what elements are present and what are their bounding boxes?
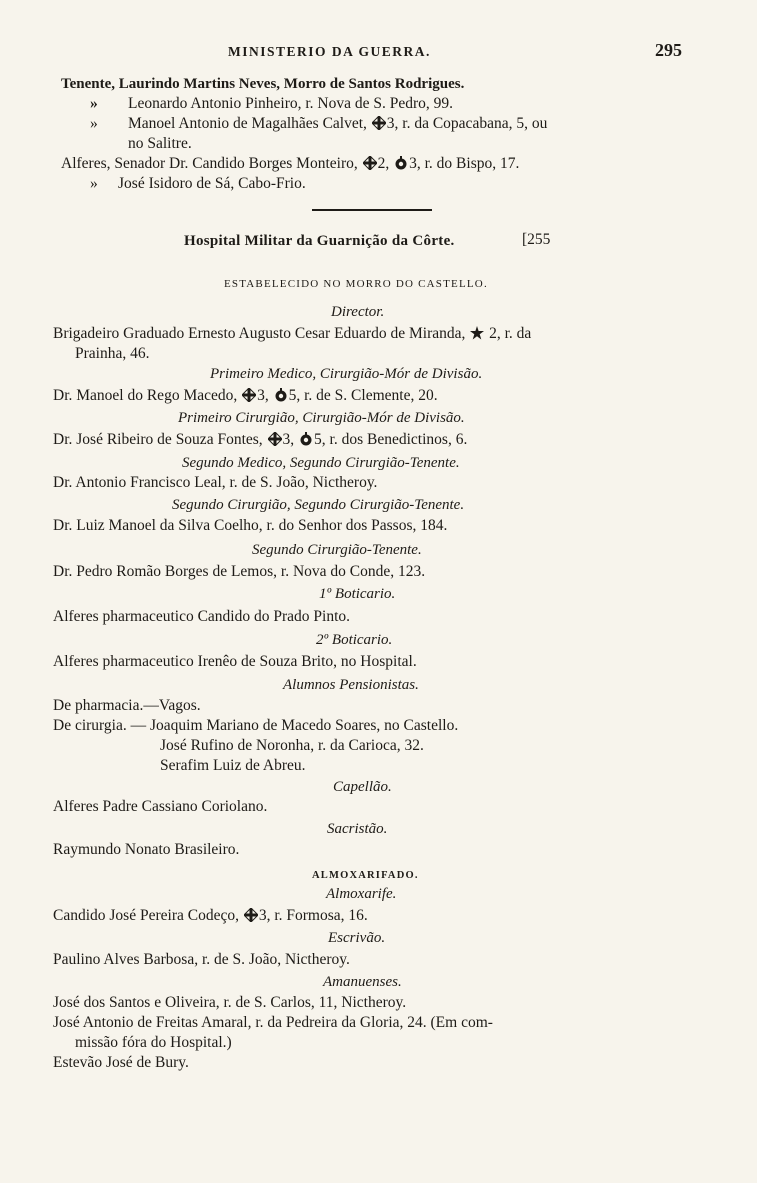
entry-rufino: José Rufino de Noronha, r. da Carioca, 32. — [160, 737, 424, 754]
entry-coriolano: Alferes Padre Cassiano Coriolano. — [53, 798, 268, 815]
entry-manoel-calvet: Manoel Antonio de Magalhães Calvet, 3, r. da Copacabana, 5, ou — [128, 115, 548, 132]
role-heading: Escrivão. — [328, 930, 386, 946]
order-rose-icon — [299, 432, 313, 446]
entry-freitas-amaral-cont: missão fóra do Hospital.) — [75, 1034, 232, 1051]
ditto-mark: » — [90, 175, 98, 192]
running-header: MINISTERIO DA GUERRA. — [228, 44, 431, 59]
entry-silva-coelho: Dr. Luiz Manoel da Silva Coelho, r. do Senhor dos Passos, 184. — [53, 517, 448, 534]
entry-francisco-leal: Dr. Antonio Francisco Leal, r. de S. João, Nictheroy. — [53, 474, 378, 491]
entry-bury: Estevão José de Bury. — [53, 1054, 189, 1071]
role-heading: Sacristão. — [327, 821, 388, 837]
order-cross-icon — [372, 116, 386, 130]
entry-serafim: Serafim Luiz de Abreu. — [160, 757, 306, 774]
entry-freitas-amaral: José Antonio de Freitas Amaral, r. da Pedreira da Gloria, 24. (Em com- — [53, 1014, 493, 1031]
role-heading: Segundo Cirurgião, Segundo Cirurgião-Tenente. — [172, 497, 465, 513]
role-heading: 2º Boticario. — [316, 632, 393, 648]
entry-codeco: Candido José Pereira Codeço, 3, r. Formosa, 16. — [53, 907, 368, 924]
role-heading: Primeiro Cirurgião, Cirurgião-Mór de Divisão. — [178, 410, 465, 426]
order-cross-icon — [242, 388, 256, 402]
entry-santos-oliveira: José dos Santos e Oliveira, r. de S. Carlos, 11, Nictheroy. — [53, 994, 407, 1011]
entry-leonardo: Leonardo Antonio Pinheiro, r. Nova de S. Pedro, 99. — [128, 95, 454, 112]
entry-cirurgia: De cirurgia. — Joaquim Mariano de Macedo Soares, no Castello. — [53, 717, 459, 734]
section-subtitle: ESTABELECIDO NO MORRO DO CASTELLO. — [224, 278, 488, 290]
subsection-heading: ALMOXARIFADO. — [312, 870, 419, 881]
entry-borges-de-lemos: Dr. Pedro Romão Borges de Lemos, r. Nova do Conde, 123. — [53, 563, 426, 580]
role-heading: Segundo Cirurgião-Tenente. — [252, 542, 422, 558]
role-heading: Amanuenses. — [323, 974, 402, 990]
role-heading: Alumnos Pensionistas. — [283, 677, 419, 693]
entry-nonato: Raymundo Nonato Brasileiro. — [53, 841, 240, 858]
ditto-mark: » — [90, 115, 98, 132]
role-heading: Director. — [331, 304, 385, 320]
role-heading: Almoxarife. — [326, 886, 397, 902]
entry-alves-barbosa: Paulino Alves Barbosa, r. de S. João, Nictheroy. — [53, 951, 350, 968]
order-rose-icon — [394, 156, 408, 170]
entry-prado-pinto: Alferes pharmaceutico Candido do Prado Pinto. — [53, 608, 351, 625]
ditto-mark: » — [90, 95, 98, 112]
order-cross-icon — [363, 156, 377, 170]
order-star-icon — [470, 326, 484, 340]
order-cross-icon — [268, 432, 282, 446]
entry-manoel-calvet-cont: no Salitre. — [128, 135, 192, 152]
role-heading: Primeiro Medico, Cirurgião-Mór de Divisão. — [210, 366, 483, 382]
entry-rego-macedo: Dr. Manoel do Rego Macedo, 3, 5, r. de S. Clemente, 20. — [53, 387, 438, 404]
page-number: 295 — [655, 40, 682, 60]
section-divider — [312, 209, 432, 211]
entry-director: Brigadeiro Graduado Ernesto Augusto Cesar Eduardo de Miranda, 2, r. da — [53, 325, 532, 342]
entry-alferes-senador: Alferes, Senador Dr. Candido Borges Monteiro, 2, 3, r. do Bispo, 17. — [61, 155, 520, 172]
entry-souza-fontes: Dr. José Ribeiro de Souza Fontes, 3, 5, r. dos Benedictinos, 6. — [53, 431, 468, 448]
role-heading: 1º Boticario. — [319, 586, 396, 602]
section-reference: [255 — [522, 231, 551, 248]
order-rose-icon — [274, 388, 288, 402]
entry-director-cont: Prainha, 46. — [75, 345, 150, 362]
entry-jose-isidoro: José Isidoro de Sá, Cabo-Frio. — [118, 175, 306, 192]
section-title: Hospital Militar da Guarnição da Côrte. — [184, 233, 455, 249]
order-cross-icon — [244, 908, 258, 922]
entry-pharmacia: De pharmacia.—Vagos. — [53, 697, 201, 714]
role-heading: Capellão. — [333, 779, 392, 795]
entry-tenente: Tenente, Laurindo Martins Neves, Morro de Santos Rodrigues. — [61, 76, 465, 92]
role-heading: Segundo Medico, Segundo Cirurgião-Tenente. — [182, 455, 460, 471]
entry-souza-brito: Alferes pharmaceutico Irenêo de Souza Brito, no Hospital. — [53, 653, 417, 670]
